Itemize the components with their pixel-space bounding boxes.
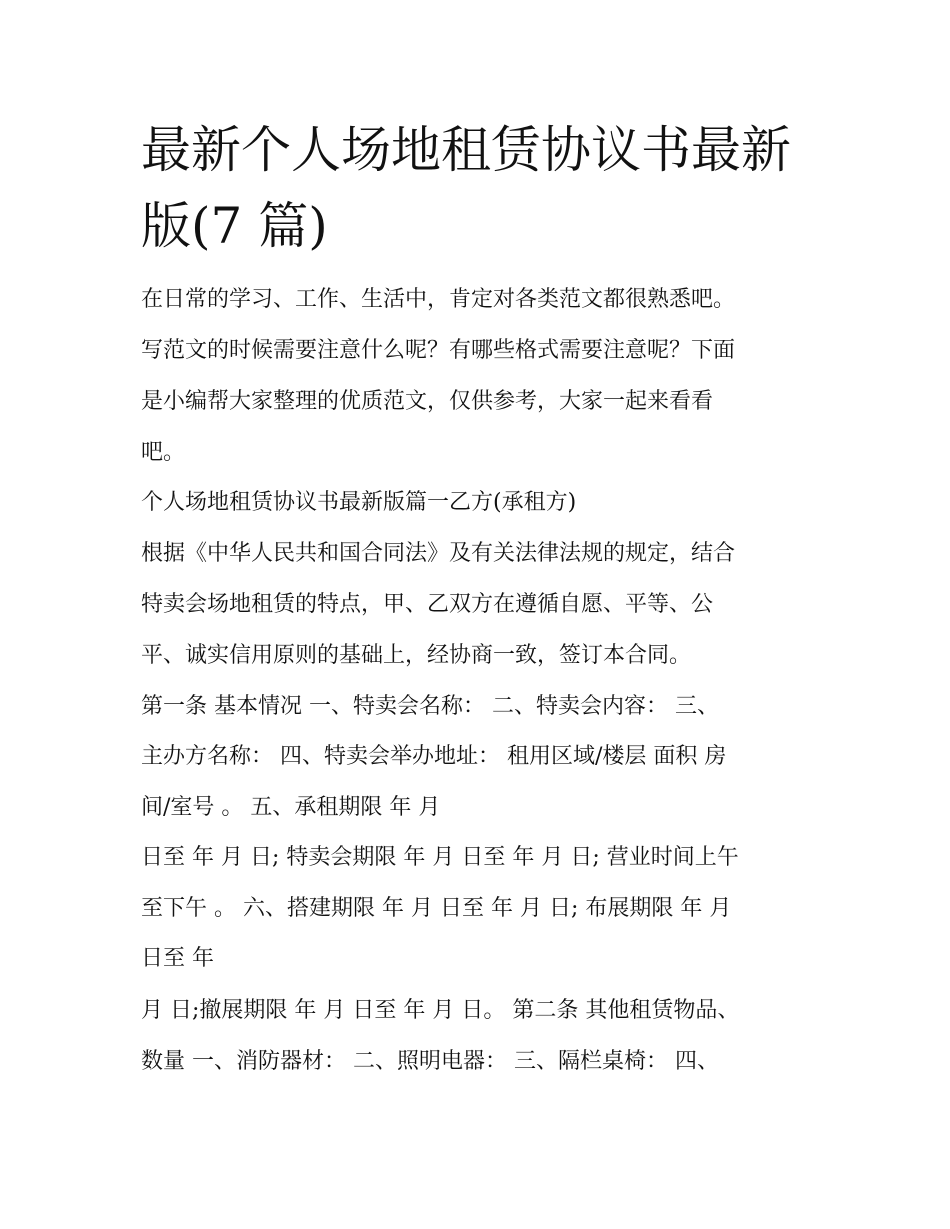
body-line: 数量 一、消防器材： 二、照明电器： 三、隔栏桌椅： 四、: [141, 1049, 719, 1074]
title-line-2: 版(7 篇): [141, 197, 328, 255]
body-line: 间/室号 。 五、承租期限 年 月: [141, 795, 441, 820]
document-page: [141, 0, 821, 1229]
body-line: 平、诚实信用原则的基础上，经协商一致，签订本合同。: [141, 643, 692, 668]
body-line: 根据《中华人民共和国合同法》及有关法律法规的规定，结合: [141, 541, 736, 566]
body-line: 日至 年 月 日; 特卖会期限 年 月 日至 年 月 日; 营业时间上午: [141, 845, 739, 870]
body-line: 主办方名称： 四、特卖会举办地址： 租用区域/楼层 面积 房: [141, 744, 727, 769]
body-line: 写范文的时候需要注意什么呢？有哪些格式需要注意呢？下面: [141, 338, 736, 363]
body-line: 特卖会场地租赁的特点，甲、乙双方在遵循自愿、平等、公: [141, 592, 714, 617]
body-line: 是小编帮大家整理的优质范文，仅供参考，大家一起来看看: [141, 389, 714, 414]
body-line: 月 日;撤展期限 年 月 日至 年 月 日。 第二条 其他租赁物品、: [141, 998, 740, 1023]
title-line-1: 最新个人场地租赁协议书最新: [141, 121, 791, 179]
section-heading: 个人场地租赁协议书最新版篇一乙方(承租方): [141, 490, 577, 515]
body-line: 吧。: [141, 440, 186, 465]
document-title: [141, 112, 821, 264]
body-line: 在日常的学习、工作、生活中，肯定对各类范文都很熟悉吧。: [141, 287, 736, 312]
body-line: 至下午 。 六、搭建期限 年 月 日至 年 月 日; 布展期限 年 月: [141, 896, 732, 921]
body-line: 第一条 基本情况 一、特卖会名称： 二、特卖会内容： 三、: [141, 694, 719, 719]
body-line: 日至 年: [141, 946, 214, 971]
